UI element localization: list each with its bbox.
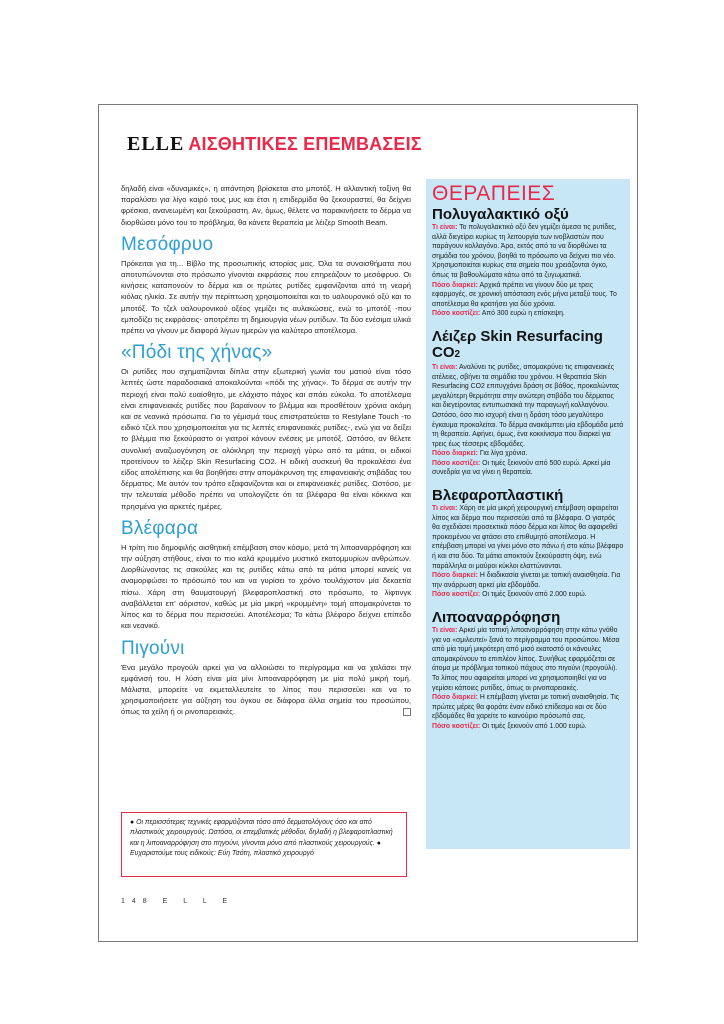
label-what: Τι είναι: bbox=[432, 224, 458, 231]
intro-paragraph: δηλαδή είναι «δυναμικές», η απάντηση βρίσκεται στο μποτόξ. Η αλλαντική τοξίνη θα παραλύσει για λίγο καιρό τους μυς και έτσι η επιδερμίδα θα ξεκουραστεί, θα δείχνει φρέσκια, ανανεωμένη και ξεκούραστη. Αν, όμως, θέλετε να παρακινήσετε το δέρμα να διορθώσει μόνο του το πρόβλημα, θα κάνετε θεραπεία με λέιζερ Smooth Beam. bbox=[121, 184, 411, 227]
note-expert: Εύη Τσότη, πλαστικό χειρουργό bbox=[217, 849, 314, 857]
label-what: Τι είναι: bbox=[432, 627, 458, 634]
therapy-duration: Πόσο διαρκεί: Η διαδικασία γίνεται με τοπική αναισθησία. Για την ανάρρωση αρκεί μία εβδομάδα. bbox=[432, 572, 621, 589]
label-duration: Πόσο διαρκεί: bbox=[432, 281, 478, 289]
paragraph-podi-tis-xinas: Οι ρυτίδες που σχηματίζονται δίπλα στην εξωτερική γωνία του ματιού είναι τόσο λεπτές ώστε παραδοσιακά αποκαλούνται «πόδι της χήνας». Το δέρμα σε αυτήν την περιοχή είναι πολύ ευαίσθητο, με ελάχιστο πάχος και σπάει εύκολα. Το αποτέλεσμα είναι επιφανειακές ρυτίδες που βαραίνουν το βλέμμα και προσθέτουν χρόνια ακόμη και σε νεανικά πρόσωπα. Για το γέμισμά τους επιστρατεύεται το Restylane Touch -το ειδικό τζελ που χρησιμοποιείται για τις λεπτές επιφανειακές ρυτίδες-, ενώ για να δείξει το βλέμμα πιο ξεκούραστο οι γιατροί κάνουν ενέσεις με μποτόξ. Ωστόσο, αν θέλετε συνολική αναζωογόνηση σε ολόκληρη την περιοχή γύρω από τα μάτια, οι ειδικοί προτείνουν το λέιζερ Skin Resurfacing CO2. Η ειδική συσκευή θα προκαλέσει ένα είδος απολέπισης και θα βοηθήσει στην απομάκρυνση της επιφανειακής στιβάδας του δέρματος. Με αυτόν τον τρόπο εξαφανίζονται και οι επιφανειακές ρυτίδες. Ωστόσο, με την τελευταία μέθοδο πρέπει να υπολογίζετε ότι τα βλέφαρα θα είναι κόκκινα και πρησμένα για αρκετές ημέρες. bbox=[121, 367, 411, 511]
therapy-duration: Πόσο διαρκεί: Αρχικά πρέπει να γίνουν δύο με τρεις εφαρμογές, σε χρονική απόσταση ενός μήνα μεταξύ τους. Το αποτέλεσμα θα κρατήσει για δύο χρόνια. bbox=[432, 281, 617, 308]
therapy-what: Τι είναι: Το πολυγαλακτικό οξύ δεν γεμίζει άμεσα τις ρυτίδες, αλλά διεγείρει κυρίως τη λειτουργία των ινοβλαστών που παράγουν κολλαγόνο. Άρα, εκτός από το να διορθώνει τα σημάδια του χρόνου, βοηθά το πρόσωπο να δείχνει πιο νέο. Χρησιμοποιείται κυρίως στα σημεία που χρειάζονται όγκο, όπως τα βαθουλώματα κάτω από τα ζυγωματικά. bbox=[432, 224, 617, 279]
therapies-title: ΘΕΡΑΠΕΙΕΣ bbox=[432, 182, 556, 205]
end-mark-icon bbox=[403, 708, 411, 716]
label-cost: Πόσο κοστίζει: bbox=[432, 722, 481, 730]
magazine-page bbox=[98, 104, 638, 942]
masthead bbox=[127, 133, 422, 159]
heading-vlefara: Βλέφαρα bbox=[121, 517, 199, 539]
section-title: ΑΙΣΘΗΤΙΚΕΣ ΕΠΕΜΒΑΣΕΙΣ bbox=[188, 134, 422, 154]
main-column bbox=[121, 183, 411, 718]
label-what: Τι είναι: bbox=[432, 505, 458, 513]
bullet-icon: ● bbox=[376, 839, 381, 847]
experts-note-box bbox=[121, 812, 407, 877]
bullet-icon: ● bbox=[130, 819, 135, 826]
therapy-title: Λέιζερ Skin Resurfacing CO2 bbox=[432, 327, 603, 361]
therapy-cost: Πόσο κοστίζει: Οι τιμές ξεκινούν από 1.000 ευρώ. bbox=[432, 722, 587, 730]
brand-logo: ELLE bbox=[127, 133, 185, 155]
label-duration: Πόσο διαρκεί: bbox=[432, 572, 478, 580]
therapy-title: Βλεφαροπλαστική bbox=[432, 487, 564, 505]
therapy-what: Τι είναι: Αναλύνει τις ρυτίδες, απομακρύνει τις επιφανειακές ατέλειες, σβήνει τα σημάδια του χρόνου. Η θεραπεία Skin Resurfacing CO2 επιτυγχάνει δράση σε βάθος, προκαλώντας μεγαλύτερη θερμότητα στην ανώτερη στιβάδα του δέρματος και διεγείροντας εντυπωσιακά την παραγωγή κολλαγόνου. Ωστόσο, όσο πιο ισχυρή είναι η δράση τόσο μεγαλύτερο έγκαυμα προκαλείται. Το δέρμα ανακάμπτει μία εβδομάδα μετά τη θεραπεία. Αφήνει, όμως, ένα κοκκίνισμα που διαρκεί για τρεις έως τέσσερις εβδομάδες. bbox=[432, 363, 624, 448]
heading-mesofryo: Μεσόφρυο bbox=[121, 233, 214, 255]
subscript-2: 2 bbox=[454, 348, 461, 360]
therapies-sidebar bbox=[426, 179, 630, 849]
therapy-title: Λιποαναρρόφηση bbox=[432, 609, 561, 626]
paragraph-mesofryo: Πρόκειται για τη... Βίβλο της προσωπικής ιστορίας μας. Όλα τα συναισθήματα που αποτυπώνονται στο πρόσωπο γίνονται εκφράσεις που επηρεάζουν το μεσόφρυο. Οι κινήσεις καταπονούν το δέρμα και οι πρώτες ρυτίδες εμφανίζονται από τη νεαρή κιόλας ηλικία. Σε αυτήν την περίπτωση χρησιμοποιείται και το υαλουρονικό οξύ και το μποτόξ. Το τζελ υαλουρονικού οξέος γεμίζει τις αυλακώσεις, ενώ το μποτόξ -που εμποδίζει τις εκφράσεις- αποτρέπει τη δημιουργία νέων ρυτίδων. Τα δύο ενέσιμα υλικά πρέπει να γίνουν με διαφορά λίγων ημερών για καλύτερο αποτέλεσμα. bbox=[121, 258, 411, 336]
note-thanks: Ευχαριστούμε τους ειδικούς: bbox=[130, 849, 216, 857]
therapy-card bbox=[432, 488, 624, 600]
therapy-duration: Πόσο διαρκεί: Για λίγα χρόνια. bbox=[432, 450, 528, 458]
label-what: Τι είναι: bbox=[432, 363, 458, 371]
label-cost: Πόσο κοστίζει: bbox=[432, 310, 481, 318]
label-cost: Πόσο κοστίζει: bbox=[432, 591, 481, 599]
therapy-card bbox=[432, 207, 624, 319]
label-duration: Πόσο διαρκεί: bbox=[432, 450, 478, 458]
therapy-what: Τι είναι: Αρκεί μία τοπική λιποαναρρόφηση στην κάτω γνάθο για να «σμιλευτεί» ξανά το περίγραμμα του προσώπου. Μέσα από μία τομή μικρότερη από μισό εκατοστό οι κάνουλες απομακρύνουν το επιπλέον λίπος. Συνήθως εφαρμόζεται σε άτομα με πρόβλημα τοπικού πάχους στο πιγούνι (προγούλι). Το λίπος που αφαιρείται μπορεί να χρησιμοποιηθεί για να γεμίσει κάποιες ρυτίδες, όπως οι ρινοπαρειακές. bbox=[432, 627, 620, 692]
paragraph-pigouni bbox=[121, 662, 411, 718]
heading-podi-tis-xinas: «Πόδι της χήνας» bbox=[121, 342, 273, 364]
therapy-what: Τι είναι: Χάρη σε μία μικρή χειρουργική επέμβαση αφαιρείται λίπος και δέρμα που περισσεύει από τα βλέφαρα. Ο γιατρός θα σχεδιάσει προσεκτικά πόσο δέρμα και λίπος θα αφαιρεθεί προκειμένου να φτάσει στο επιθυμητό αποτέλεσμα. Η επέμβαση μπορεί να γίνει μόνο στο πάνω ή στο κάτω βλέφαρο ή και στα δύο. Τα μάτια αποκτούν ξεκούραστη όψη, ενώ παράλληλα οι μαύροι κύκλοι ελαττώνονται. bbox=[432, 505, 624, 570]
page-folio: 148 E L L E bbox=[121, 898, 235, 905]
heading-pigouni: Πιγούνι bbox=[121, 637, 185, 659]
label-cost: Πόσο κοστίζει: bbox=[432, 459, 481, 467]
therapy-cost: Πόσο κοστίζει: Από 300 ευρώ η επίσκεψη. bbox=[432, 310, 565, 318]
therapy-card bbox=[432, 329, 624, 478]
pigouni-text: Ένα μεγάλο προγούλι αρκεί για να αλλοιώσει το περίγραμμα και να χαλάσει την εμφάνισή του. Η λύση είναι μία μίνι λιποαναρρόφηση με μία πολύ μικρή τομή. Μάλιστα, μπορείτε να εκμεταλλευτείτε το λίπος που περισσεύει και να το χρησιμοποιήσετε για αύξηση του όγκου σε διάφορα άλλα σημεία του προσώπου, όπως τα χείλη ή οι ρινοπαρειακές. bbox=[121, 662, 411, 717]
therapy-duration: Πόσο διαρκεί: Η επέμβαση γίνεται με τοπική αναισθησία. Τις πρώτες μέρες θα φοράτε έναν ειδικό επίδεσμο και σε δύο εβδομάδες θα χαρείτε το καινούριο πρόσωπό σας. bbox=[432, 694, 620, 721]
note-text: Οι περισσότερες τεχνικές εφαρμόζονται τόσο από δερματολόγους όσο και από πλαστικούς χειρουργούς. Ωστόσο, οι επεμβατικές μέθοδοι, δηλαδή η βλεφαροπλαστική και η λιποαναρρόφηση στο πηγούνι, γίνονται μόνο από πλαστικούς χειρουργούς. bbox=[130, 819, 393, 847]
therapy-cost: Πόσο κοστίζει: Οι τιμές ξεκινούν από 500 ευρώ. Αρκεί μία συνεδρία για να γίνει η θεραπεία. bbox=[432, 459, 611, 477]
therapy-cost: Πόσο κοστίζει: Οι τιμές ξεκινούν από 2.000 ευρώ. bbox=[432, 591, 587, 599]
therapy-title: Πολυγαλακτικό οξύ bbox=[432, 206, 569, 223]
therapy-card bbox=[432, 610, 624, 732]
paragraph-vlefara: Η τρίτη πιο δημοφιλής αισθητική επέμβαση στον κόσμο, μετά τη λιποαναρρόφηση και την αύξηση στήθους, είναι το πιο καλά κρυμμένο μυστικό εκατομμυρίων ανθρώπων. Διορθώνοντας τις σακούλες και τις ρυτίδες κάτω από τα μάτια μπορεί κανείς να αναμορφώσει το πρόσωπό του και να γυρίσει το χρόνο τουλάχιστον μία δεκαετία πίσω. Χάρη στη θαυματουργή βλεφαροπλαστική στο πρόσωπο, το λίφτινγκ αναβάλλεται επ' αόριστον, καθώς με μία μικρή «κρυμμένη» τομή απομακρύνεται το λίπος και το δέρμα που περισσεύει. Αποτέλεσμα; Το κάτω βλέφαρο δείχνει επίπεδο και νεανικό. bbox=[121, 542, 411, 631]
label-duration: Πόσο διαρκεί: bbox=[432, 694, 478, 702]
